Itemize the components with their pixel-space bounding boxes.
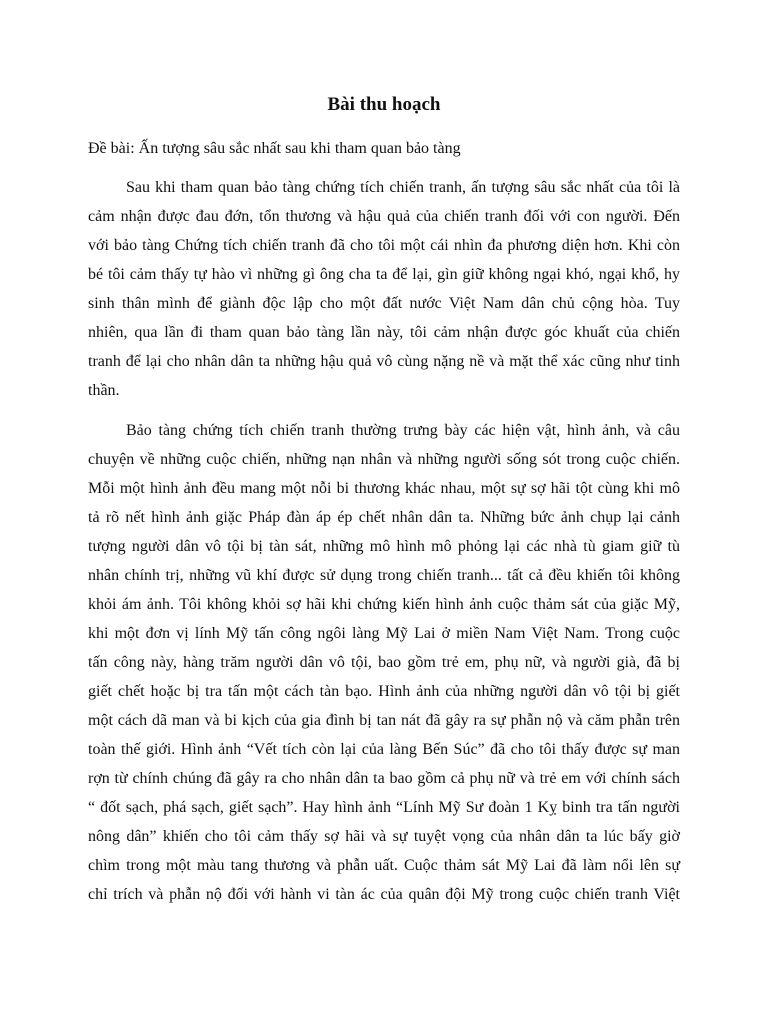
paragraph-line: chìm trong một màu tang thương và phẫn uất. Cuộc thảm sát Mỹ Lai đã làm nổi lên sự: [88, 857, 680, 874]
paragraph-line: cảm nhận được đau đớn, tổn thương và hậu quả của chiến tranh đối với con người. Đến: [88, 208, 680, 225]
paragraph-line: chuyện về những cuộc chiến, những nạn nhân và những người sống sót trong cuộc chiến.: [88, 451, 680, 468]
paragraph-line: một cách dã man và bi kịch của gia đình bị tan nát đã gây ra sự phẫn nộ và căm phẫn trên: [88, 712, 680, 729]
paragraph-line: tượng người dân vô tội bị tàn sát, những mô hình mô phỏng lại các nhà tù giam giữ tù: [88, 538, 680, 555]
paragraph-line: với bảo tàng Chứng tích chiến tranh đã cho tôi một cái nhìn đa phương diện hơn. Khi còn: [88, 237, 680, 254]
document-title: Bài thu hoạch: [327, 94, 441, 115]
paragraph-line: tấn công này, hàng trăm người dân vô tội, bao gồm trẻ em, phụ nữ, và người già, đã bị: [88, 654, 680, 671]
paragraph-line: rợn từ chính chúng đã gây ra cho nhân dân ta bao gồm cả phụ nữ và trẻ em với chính sách: [88, 770, 680, 787]
paragraph-line: Mỗi một hình ảnh đều mang một nỗi bi thương khác nhau, một sự sợ hãi tột cùng khi mô: [88, 480, 680, 497]
paragraph-line: khi một đơn vị lính Mỹ tấn công ngôi làng Mỹ Lai ở miền Nam Việt Nam. Trong cuộc: [88, 625, 680, 642]
paragraph-line: “ đốt sạch, phá sạch, giết sạch”. Hay hình ảnh “Lính Mỹ Sư đoàn 1 Kỵ binh tra tấn người: [88, 799, 680, 816]
paragraph-line: nông dân” khiến cho tôi cảm thấy sợ hãi và sự tuyệt vọng của nhân dân ta lúc bấy giờ: [88, 828, 680, 845]
paragraph-line: nhiên, qua lần đi tham quan bảo tàng lần này, tôi cảm nhận được góc khuất của chiến: [88, 324, 680, 341]
paragraph-1: [88, 173, 680, 405]
paragraph-line: tả rõ nết hình ảnh giặc Pháp đàn áp ép chết nhân dân ta. Những bức ảnh chụp lại cảnh: [88, 509, 680, 526]
paragraph-line: thần.: [88, 382, 120, 399]
paragraph-line: toàn thế giới. Hình ảnh “Vết tích còn lại của làng Bến Súc” đã cho tôi thấy được sự man: [88, 741, 680, 758]
paragraph-line: giết chết hoặc bị tra tấn một cách tàn bạo. Hình ảnh của những người dân vô tội bị giết: [88, 683, 680, 700]
paragraph-line: nhân chính trị, những vũ khí được sử dụng trong chiến tranh... tất cả đều khiến tôi không: [88, 567, 680, 584]
paragraph-line: chỉ trích và phẫn nộ đối với hành vi tàn ác của quân đội Mỹ trong cuộc chiến tranh Việt: [88, 886, 680, 903]
paragraph-line: sinh thân mình để giành độc lập cho một đất nước Việt Nam dân chủ cộng hòa. Tuy: [88, 295, 680, 312]
paragraph-line: Bảo tàng chứng tích chiến tranh thường trưng bày các hiện vật, hình ảnh, và câu: [126, 422, 680, 439]
paragraph-line: Sau khi tham quan bảo tàng chứng tích chiến tranh, ấn tượng sâu sắc nhất của tôi là: [126, 179, 680, 196]
paragraph-line: tranh để lại cho nhân dân ta những hậu quả vô cùng nặng nề và mặt thể xác cũng như tinh: [88, 353, 680, 370]
assignment-subject: Đề bài: Ấn tượng sâu sắc nhất sau khi tham quan bảo tàng: [88, 140, 461, 157]
paragraph-2: [88, 416, 680, 909]
paragraph-line: bé tôi cảm thấy tự hào vì những gì ông cha ta để lại, gìn giữ không ngại khó, ngại khổ, hy: [88, 266, 680, 283]
paragraph-line: khỏi ám ảnh. Tôi không khỏi sợ hãi khi chứng kiến hình ảnh cuộc thảm sát của giặc Mỹ,: [88, 596, 680, 613]
